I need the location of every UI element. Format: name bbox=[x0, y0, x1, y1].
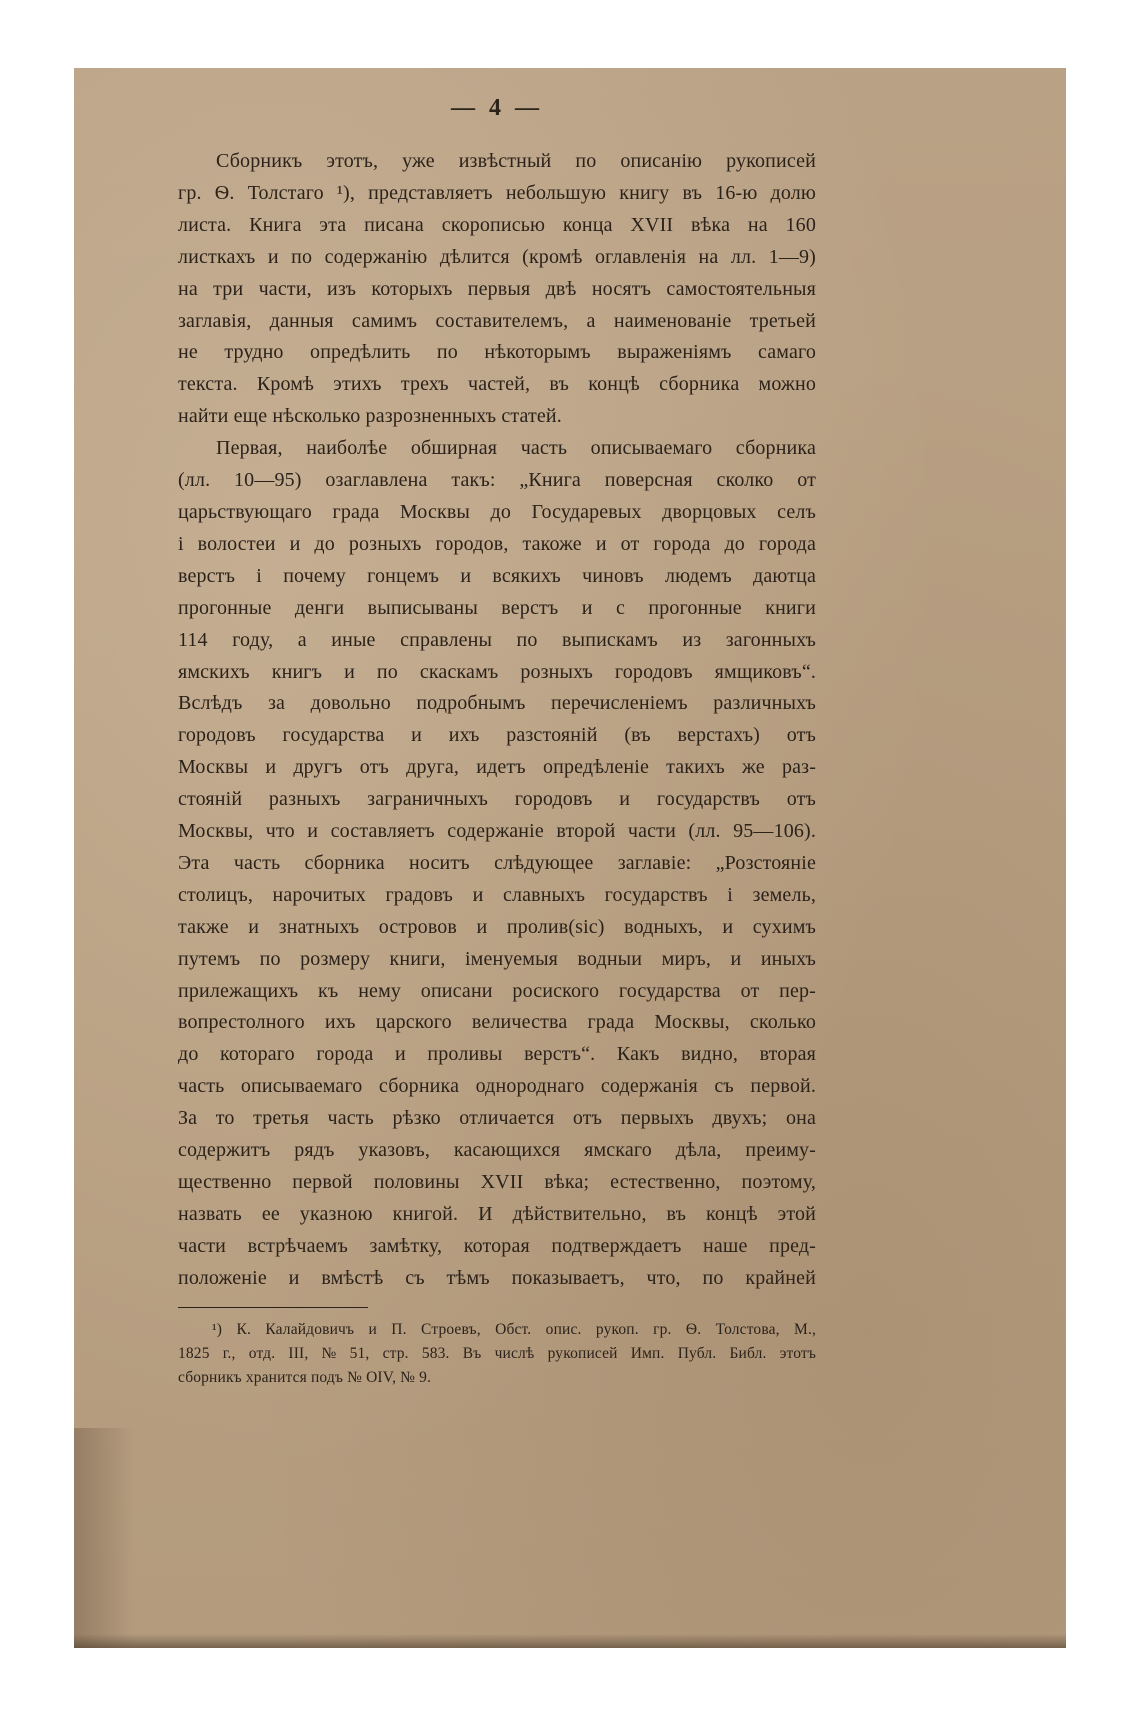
text-line: до котораго города и проливы верстъ“. Какъ видно, вторая bbox=[178, 1043, 816, 1066]
text-line: прогонные денги выписываны верстъ и с прогонные книги bbox=[178, 596, 816, 619]
footnote-divider bbox=[178, 1307, 368, 1308]
text-line: городовъ государства и ихъ разстояній (въ верстахъ) отъ bbox=[178, 724, 816, 747]
text-line: (лл. 10—95) озаглавлена такъ: „Книга поверсная сколко от bbox=[178, 469, 816, 492]
footnote-line: ¹) К. Калайдовичъ и П. Строевъ, Обст. опис. рукоп. гр. Ѳ. Толстова, М., bbox=[212, 1320, 816, 1338]
text-line: Вслѣдъ за довольно подробнымъ перечисленіемъ различныхъ bbox=[178, 692, 816, 715]
text-line: Сборникъ этотъ, уже извѣстный по описанію рукописей bbox=[216, 150, 816, 172]
text-line: стояній разныхъ заграничныхъ городовъ и государствъ отъ bbox=[178, 788, 816, 811]
text-line: Москвы, что и составляетъ содержаніе второй части (лл. 95—106). bbox=[178, 820, 816, 843]
text-line: путемъ по розмеру книги, іменуемыя водныи миръ, и иныхъ bbox=[178, 947, 816, 970]
page-number: — 4 — bbox=[451, 95, 543, 121]
footnote-line: сборникъ хранится подъ № OIV, № 9. bbox=[178, 1368, 432, 1386]
text-line: і волостеи и до розныхъ городов, такоже и от города до города bbox=[178, 532, 816, 555]
text-line: текста. Кромѣ этихъ трехъ частей, въ концѣ сборника можно bbox=[178, 373, 816, 396]
document-body bbox=[178, 90, 816, 1390]
paragraph-2 bbox=[178, 433, 816, 1294]
text-line: прилежащихъ къ нему описани росиского государства от пер- bbox=[178, 979, 816, 1002]
text-line: гр. Ѳ. Толстаго ¹), представляетъ небольшую книгу въ 16-ю долю bbox=[178, 181, 816, 204]
text-line: содержитъ рядъ указовъ, касающихся ямскаго дѣла, преиму- bbox=[178, 1139, 816, 1162]
paragraph-1 bbox=[178, 146, 816, 433]
text-line: За то третья часть рѣзко отличается отъ первыхъ двухъ; она bbox=[178, 1107, 816, 1130]
text-line: щественно первой половины XVII вѣка; естественно, поэтому, bbox=[178, 1171, 816, 1193]
text-line: часть описываемаго сборника однороднаго содержанія съ первой. bbox=[178, 1075, 816, 1098]
text-line: ямскихъ книгъ и по скаскамъ розныхъ городовъ ямщиковъ“. bbox=[178, 660, 816, 683]
page-stain bbox=[74, 1428, 134, 1648]
text-line: на три части, изъ которыхъ первыя двѣ носятъ самостоятельныя bbox=[178, 277, 816, 300]
text-line: Первая, наиболѣе обширная часть описываемаго сборника bbox=[216, 437, 816, 460]
text-line: вопрестолного ихъ царского величества града Москвы, сколько bbox=[178, 1011, 816, 1034]
text-line: также и знатныхъ островов и пролив(sic) водныхъ, и сухимъ bbox=[178, 915, 816, 938]
text-line: Москвы и другъ отъ друга, идетъ опредѣленіе такихъ же раз- bbox=[178, 756, 816, 779]
text-line: положеніе и вмѣстѣ съ тѣмъ показываетъ, что, по крайней bbox=[178, 1266, 816, 1289]
text-line: листа. Книга эта писана скорописью конца XVII вѣка на 160 bbox=[178, 213, 816, 236]
text-line: назвать ее указною книгой. И дѣйствительно, въ концѣ этой bbox=[178, 1202, 816, 1225]
text-line: найти еще нѣсколько разрозненныхъ статей. bbox=[178, 405, 562, 428]
text-line: Эта часть сборника носитъ слѣдующее заглавіе: „Розстояніе bbox=[178, 851, 816, 874]
text-line: листкахъ и по содержанію дѣлится (кромѣ оглавленія на лл. 1—9) bbox=[178, 245, 816, 268]
text-line: заглавія, данныя самимъ составителемъ, а наименованіе третьей bbox=[178, 309, 816, 332]
text-line: не трудно опредѣлить по нѣкоторымъ выраженіямъ самаго bbox=[178, 341, 816, 364]
text-line: 114 году, а иные справлены по выпискамъ из загонныхъ bbox=[178, 628, 816, 651]
footnote-line: 1825 г., отд. III, № 51, стр. 583. Въ числѣ рукописей Имп. Публ. Библ. этотъ bbox=[178, 1344, 816, 1362]
text-line: части встрѣчаемъ замѣтку, которая подтверждаетъ наше пред- bbox=[178, 1234, 816, 1257]
text-line: верстъ і почему гонцемъ и всякихъ чиновъ людемъ даютца bbox=[178, 564, 816, 587]
footnote bbox=[178, 1318, 816, 1390]
text-line: столицъ, нарочитых градовъ и славныхъ государствъ і земель, bbox=[178, 883, 816, 906]
text-line: царьствующаго града Москвы до Государевых дворцовых селъ bbox=[178, 500, 816, 523]
page-bottom-edge bbox=[74, 1634, 1066, 1648]
